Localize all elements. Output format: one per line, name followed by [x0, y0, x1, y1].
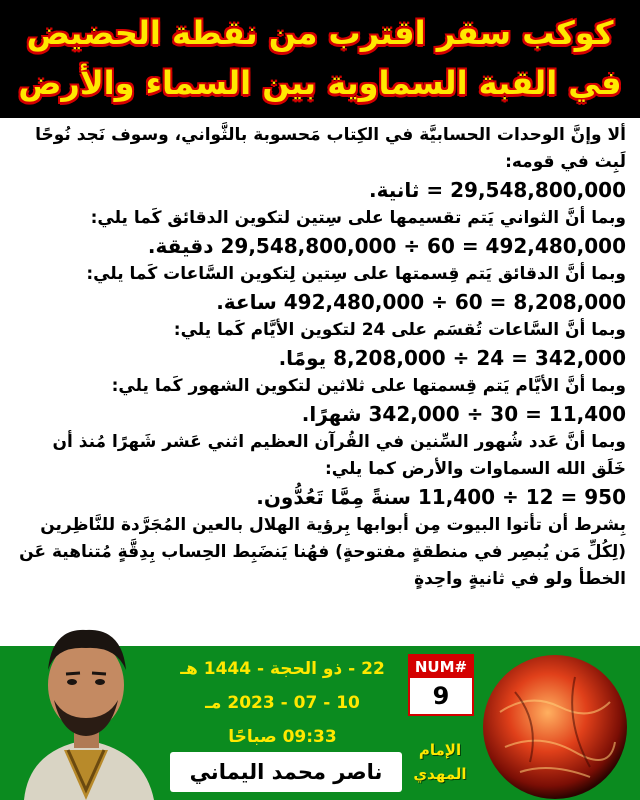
- paragraph-7: بِشرط أن تأتوا البيوت مِن أبوابها بِرؤية الهلال بالعين المُجَرَّدة للنَّاظِرين (لِكُلِّ مَن يُبصِر في منطقةٍ مفتوحةٍ) فهُنا يَنضَبِط الحِساب بِدِقَّةٍ مُتناهية عَن الخطأ ولو في ثانيةٍ واحِدةٍ: [19, 515, 626, 589]
- equation-4: 8,208,000 ÷ 24 = 342,000 يومًا.: [278, 346, 626, 370]
- paragraph-5: وبما أنَّ الأيَّام يَتم قِسمتها على ثلاثين لتكوين الشهور كَما يلي:: [111, 376, 626, 396]
- imam-title-line-1: الإمام: [418, 741, 462, 759]
- paragraph-2: وبما أنَّ الثواني يَتم تقسيمها على سِتين لتكوين الدقائق كَما يلي:: [90, 208, 626, 228]
- author-name: ناصر محمد اليماني: [170, 752, 402, 792]
- hijri-date: 22 - ذو الحجة - 1444 هـ: [180, 659, 385, 679]
- number-badge: [408, 654, 474, 716]
- equation-2: 29,548,800,000 ÷ 60 = 492,480,000 دقيقة.: [147, 234, 626, 258]
- man-portrait-icon: [4, 600, 169, 800]
- article-body: [0, 118, 640, 646]
- burning-planet-icon: [480, 652, 630, 800]
- title-line-1: كوكب سقر اقترب من نقطة الحضيض: [26, 14, 614, 52]
- post-time: 09:33 صباحًا: [228, 727, 337, 747]
- paragraph-4: وبما أنَّ السَّاعات تُقسَم على 24 لتكوين الأيَّام كَما يلي:: [173, 320, 626, 340]
- title-line-2: في القبة السماوية بين السماء والأرض: [18, 64, 622, 102]
- equation-5: 342,000 ÷ 30 = 11,400 شهرًا.: [301, 402, 626, 426]
- paragraph-1: ألا وإنَّ الوحدات الحسابيَّة في الكِتاب مَحسوبة بالثَّواني، وسوف نَجد نُوحًا لَبِث في قومه:: [35, 125, 626, 172]
- equation-3: 492,480,000 ÷ 60 = 8,208,000 ساعة.: [216, 290, 626, 314]
- imam-title: [405, 738, 475, 786]
- number-badge-label: NUM#: [410, 656, 472, 678]
- gregorian-date: 10 - 07 - 2023 مـ: [205, 693, 360, 713]
- date-block: [170, 652, 395, 754]
- number-badge-value: 9: [432, 682, 450, 710]
- equation-1-value: 29,548,800,000 =: [419, 178, 626, 202]
- imam-title-line-2: المهدي: [413, 765, 467, 783]
- paragraph-6: وبما أنَّ عَدد شُهور السِّنين في القُرآن العظيم اثني عَشر شَهرًا مُنذ أن خَلَق الله السماوات والأرض كما يلي:: [52, 432, 626, 479]
- equation-6: 11,400 ÷ 12 = 950 سنةً مِمَّا تَعُدُّون.: [256, 485, 626, 509]
- title-banner: [0, 0, 640, 118]
- paragraph-3: وبما أنَّ الدقائق يَتم قِسمتها على سِتين لِتكوين السَّاعات كَما يلي:: [86, 264, 626, 284]
- equation-1: 29,548,800,000 = ثانية.: [369, 178, 626, 202]
